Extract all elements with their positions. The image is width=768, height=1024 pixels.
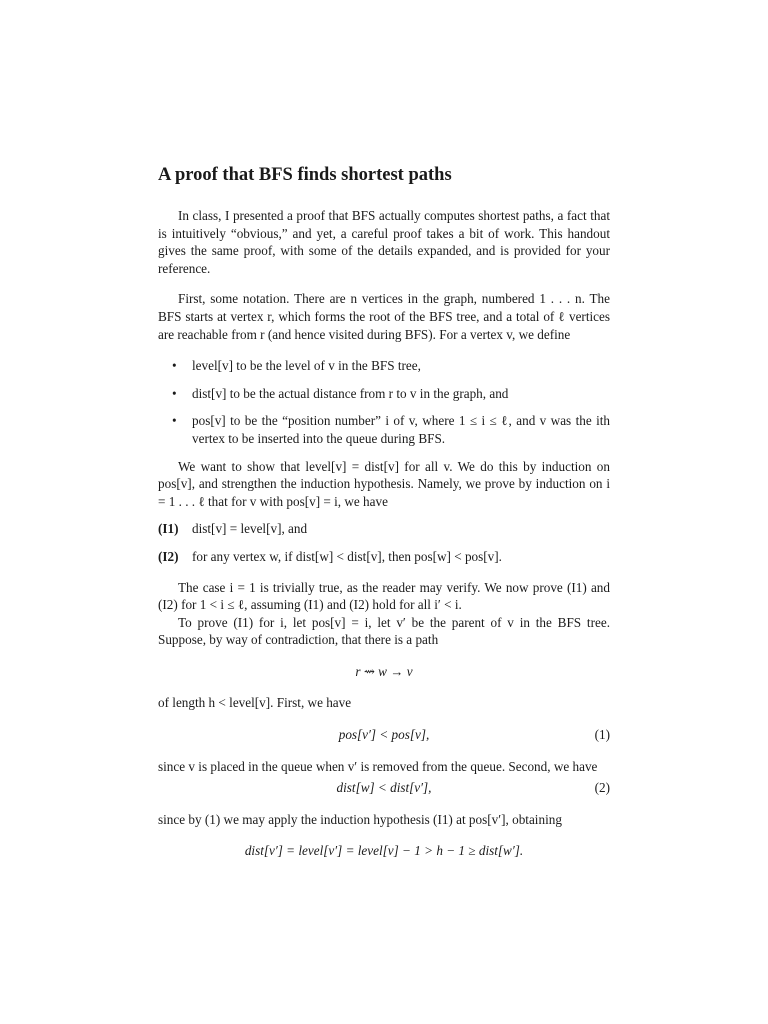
- definition-level: level[v] to be the level of v in the BFS tree,: [192, 358, 421, 374]
- claim-paragraph: We want to show that level[v] = dist[v] for all v. We do this by induction on pos[v], and strengthen the induction hypothesis. Namely, we prove by induction on i = 1 . . . ℓ that for v with pos[v] = i, we have: [158, 458, 610, 509]
- equation-2: [158, 779, 610, 797]
- list-item: [158, 412, 610, 447]
- invariant-text: dist[v] = level[v], and: [192, 521, 308, 537]
- invariant-text: for any vertex w, if dist[w] < dist[v], then pos[w] < pos[v].: [192, 548, 502, 564]
- list-item: [158, 357, 610, 375]
- equation-1-number: (1): [594, 727, 610, 743]
- definition-pos: pos[v] to be the “position number” i of v, where 1 ≤ i ≤ ℓ, and v was the ith vertex to be inserted into the queue during BFS.: [192, 413, 610, 446]
- path-expression: r ⇝ w → v: [355, 663, 413, 679]
- path-display: [158, 663, 610, 681]
- proof-paragraph: To prove (I1) for i, let pos[v] = i, let v′ be the parent of v in the BFS tree. Suppose, by way of contradiction, that there is a path: [158, 614, 610, 648]
- final-expression: dist[v′] = level[v′] = level[v] − 1 > h − 1 ≥ dist[w′].: [244, 843, 524, 859]
- document-body: [158, 163, 610, 874]
- base-case-paragraph: The case i = 1 is trivially true, as the reader may verify. We now prove (I1) and (I2) for 1 < i ≤ ℓ, assuming (I1) and (I2) hold for all i′ < i.: [158, 579, 610, 613]
- bullet-icon: •: [172, 385, 177, 401]
- intro-paragraph: In class, I presented a proof that BFS actually computes shortest paths, a fact that is intuitively “obvious,” and yet, a careful proof takes a bit of work. This handout gives the same proof, with some of the details expanded, and is provided for your reference.: [158, 208, 610, 276]
- invariant-i1: [158, 520, 610, 538]
- invariant-i2: [158, 548, 610, 566]
- definition-list: [158, 357, 610, 447]
- length-paragraph: of length h < level[v]. First, we have: [158, 695, 352, 711]
- final-display: [158, 842, 610, 860]
- queue-paragraph: since v is placed in the queue when v′ is removed from the queue. Second, we have: [158, 758, 598, 774]
- equation-2-text: dist[w] < dist[v′],: [336, 780, 432, 796]
- document-title: A proof that BFS finds shortest paths: [158, 165, 452, 185]
- bullet-icon: •: [172, 413, 177, 429]
- bullet-icon: •: [172, 358, 177, 374]
- invariant-tag: (I1): [158, 521, 179, 537]
- hypothesis-paragraph: since by (1) we may apply the induction hypothesis (I1) at pos[v′], obtaining: [158, 811, 562, 827]
- equation-1-text: pos[v′] < pos[v],: [338, 727, 430, 743]
- list-item: [158, 385, 610, 403]
- invariant-tag: (I2): [158, 548, 179, 564]
- equation-1: [158, 726, 610, 744]
- definition-dist: dist[v] to be the actual distance from r to v in the graph, and: [192, 385, 509, 401]
- notation-paragraph: First, some notation. There are n vertices in the graph, numbered 1 . . . n. The BFS starts at vertex r, which forms the root of the BFS tree, and a total of ℓ vertices are reachable from r (and hence visited during BFS). For a vertex v, we define: [158, 291, 610, 342]
- equation-2-number: (2): [594, 780, 610, 796]
